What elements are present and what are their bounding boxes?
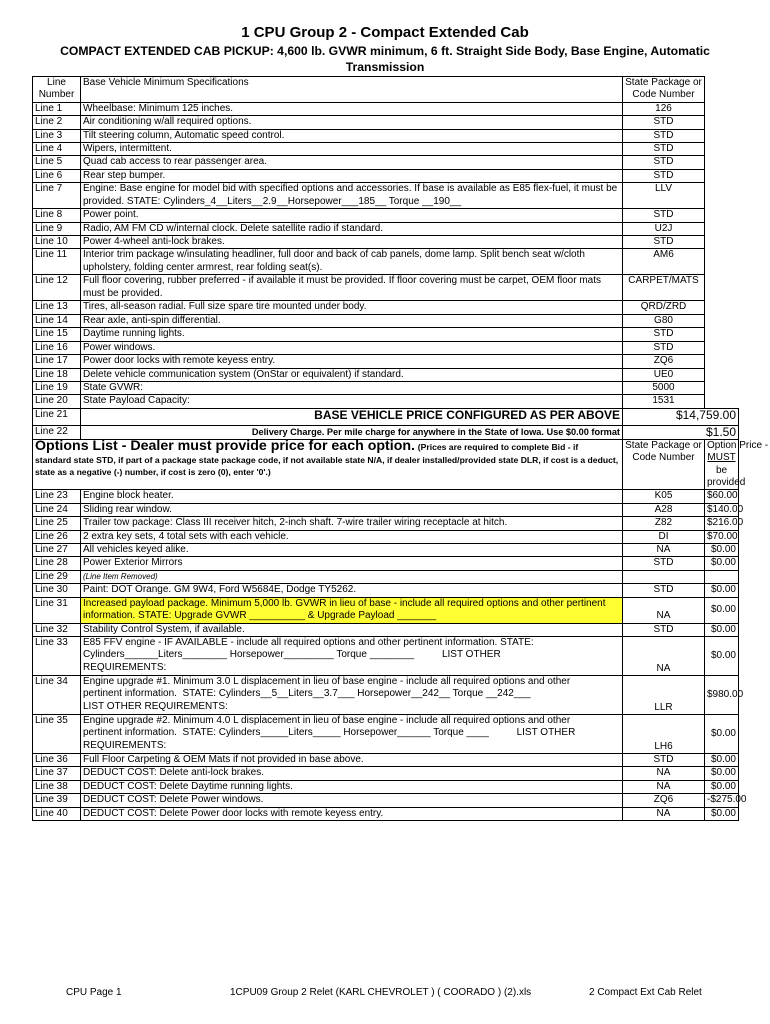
header-line: Line Number (33, 77, 81, 103)
table-row (33, 314, 739, 327)
table-row (33, 715, 739, 754)
table-row (33, 236, 739, 249)
option-text: 2 extra key sets, 4 total sets with each vehicle. (81, 530, 623, 543)
code-cell: STD (623, 129, 705, 142)
table-row (33, 381, 739, 394)
line-number: Line 6 (33, 169, 81, 182)
options-code-header: State Package or Code Number (623, 439, 705, 490)
code-cell: 5000 (623, 381, 705, 394)
table-row (33, 557, 739, 570)
spec-text: Rear step bumper. (81, 169, 623, 182)
price-header-b: be provided (707, 464, 746, 488)
option-text: DEDUCT COST: Delete Daytime running lights. (81, 780, 623, 793)
table-row (33, 530, 739, 543)
line-number: Line 28 (33, 557, 81, 570)
price-cell: $0.00 (705, 715, 739, 754)
option-text-line: pertinent information. STATE: Cylinders_____Liters_____ Horsepower______ Torque ____ LIST OTHER (83, 727, 576, 739)
spec-text: Quad cab access to rear passenger area. (81, 156, 623, 169)
footer-left: CPU Page 1 (66, 987, 122, 998)
code-cell: NA (623, 637, 705, 676)
code-cell: NA (623, 597, 705, 623)
line-number: Line 31 (33, 597, 81, 623)
price-cell: $0.00 (705, 637, 739, 676)
empty-cell (705, 249, 739, 275)
option-text: Paint: DOT Orange. GM 9W4, Ford W5684E, Dodge TY5262. (81, 584, 623, 597)
spec-text: Air conditioning w/all required options. (81, 116, 623, 129)
line-number: Line 8 (33, 209, 81, 222)
spec-text: Engine: Base engine for model bid with specified options and accessories. If base is available as E85 flex-fuel, it must be provided. STATE: Cylinders_4__Liters__2.9__Horsepower___185__ Torque __190__ (81, 183, 623, 209)
line-number: Line 13 (33, 301, 81, 314)
empty-cell (705, 368, 739, 381)
line-number: Line 37 (33, 767, 81, 780)
code-cell: STD (623, 623, 705, 636)
table-row (33, 395, 739, 408)
option-text-line: E85 FFV engine - IF AVAILABLE - include all required options and other pertinent information. STATE: (83, 637, 534, 648)
spec-text: State Payload Capacity: (81, 395, 623, 408)
table-row (33, 301, 739, 314)
base-price-value: $14,759.00 (623, 408, 739, 425)
option-text-line: REQUIREMENTS: (83, 661, 167, 673)
code-cell: LLV (623, 183, 705, 209)
empty-cell (705, 156, 739, 169)
code-cell: U2J (623, 222, 705, 235)
code-cell: Z82 (623, 517, 705, 530)
table-row (33, 503, 739, 516)
line-number: Line 34 (33, 676, 81, 715)
table-row (33, 328, 739, 341)
option-text (81, 715, 623, 754)
spec-text: State GVWR: (81, 381, 623, 394)
table-row (33, 169, 739, 182)
table-row (33, 637, 739, 676)
code-cell: STD (623, 341, 705, 354)
option-text-line: LIST OTHER REQUIREMENTS: (83, 700, 228, 712)
empty-cell (705, 355, 739, 368)
empty-cell (705, 275, 739, 301)
code-cell: STD (623, 236, 705, 249)
options-header-row (33, 439, 739, 490)
price-cell: $0.00 (705, 557, 739, 570)
code-cell: LLR (623, 676, 705, 715)
code-cell: STD (623, 116, 705, 129)
empty-cell (705, 395, 739, 408)
code-cell: NA (623, 543, 705, 556)
code-cell: STD (623, 754, 705, 767)
line-number: Line 2 (33, 116, 81, 129)
empty-cell (705, 301, 739, 314)
table-row (33, 490, 739, 503)
options-title: Options List - Dealer must provide price for each option. (35, 437, 415, 454)
footer-center: 1CPU09 Group 2 Relet (KARL CHEVROLET ) ( COORADO ) (2).xls (230, 987, 532, 998)
code-cell: NA (623, 807, 705, 820)
line-number: Line 25 (33, 517, 81, 530)
code-cell: DI (623, 530, 705, 543)
option-text: Increased payload package. Minimum 5,000 lb. GVWR in lieu of base - include all required options and other pertinent information. STATE: Upgrade GVWR __________ & Upgrade Payload _______ (81, 597, 623, 623)
price-cell: $0.00 (705, 767, 739, 780)
code-cell: AM6 (623, 249, 705, 275)
footer-right: 2 Compact Ext Cab Relet (589, 987, 702, 998)
code-cell: STD (623, 209, 705, 222)
price-cell: $980.00 (705, 676, 739, 715)
line-number: Line 12 (33, 275, 81, 301)
empty-cell (705, 116, 739, 129)
line-number: Line 36 (33, 754, 81, 767)
line-number: Line 39 (33, 794, 81, 807)
option-text (81, 676, 623, 715)
spec-text: Radio, AM FM CD w/internal clock. Delete satellite radio if standard. (81, 222, 623, 235)
line-number: Line 3 (33, 129, 81, 142)
empty-cell (705, 183, 739, 209)
option-text: Engine block heater. (81, 490, 623, 503)
table-row (33, 222, 739, 235)
code-cell: ZQ6 (623, 355, 705, 368)
spec-text: Wheelbase: Minimum 125 inches. (81, 102, 623, 115)
table-row (33, 209, 739, 222)
options-note-inline: (Prices are required to complete Bid - if (417, 441, 579, 452)
empty-cell (705, 77, 739, 103)
table-row (33, 623, 739, 636)
header-row (33, 77, 739, 103)
spec-table (32, 76, 769, 821)
empty-cell (705, 129, 739, 142)
base-price-label: BASE VEHICLE PRICE CONFIGURED AS PER ABOVE (81, 408, 623, 425)
option-text: DEDUCT COST: Delete Power door locks with remote keyess entry. (81, 807, 623, 820)
code-cell: STD (623, 169, 705, 182)
code-cell: STD (623, 328, 705, 341)
price-cell: $0.00 (705, 754, 739, 767)
table-row (33, 341, 739, 354)
empty-cell (705, 143, 739, 156)
price-cell: -$275.00 (705, 794, 739, 807)
line-number: Line 19 (33, 381, 81, 394)
spec-text: Tires, all-season radial. Full size spare tire mounted under body. (81, 301, 623, 314)
line-number: Line 4 (33, 143, 81, 156)
price-cell: $0.00 (705, 543, 739, 556)
line-number: Line 23 (33, 490, 81, 503)
table-row (33, 129, 739, 142)
code-cell: QRD/ZRD (623, 301, 705, 314)
spec-text: Tilt steering column, Automatic speed control. (81, 129, 623, 142)
line-number: Line 33 (33, 637, 81, 676)
option-text-line: Engine upgrade #1. Minimum 3.0 L displacement in lieu of base engine - include all required options and other (83, 676, 571, 687)
table-row (33, 597, 739, 623)
table-row (33, 767, 739, 780)
delivery-price: $1.50 (623, 425, 739, 439)
options-header (33, 439, 623, 490)
table-row (33, 116, 739, 129)
code-cell: NA (623, 780, 705, 793)
line-number: Line 16 (33, 341, 81, 354)
spec-text: Power point. (81, 209, 623, 222)
page-title: 1 CPU Group 2 - Compact Extended Cab (241, 24, 529, 41)
price-cell: $140.00 (705, 503, 739, 516)
price-cell: $0.00 (705, 807, 739, 820)
option-text: (Line Item Removed) (81, 570, 623, 583)
code-cell: K05 (623, 490, 705, 503)
line-number: Line 14 (33, 314, 81, 327)
price-cell (705, 570, 739, 583)
table-row (33, 676, 739, 715)
table-row (33, 794, 739, 807)
line-number: Line 22 (33, 425, 81, 439)
base-price-row (33, 408, 739, 425)
option-text: Power Exterior Mirrors (81, 557, 623, 570)
line-number: Line 21 (33, 408, 81, 425)
option-text: Stability Control System, if available. (81, 623, 623, 636)
empty-cell (705, 328, 739, 341)
line-number: Line 40 (33, 807, 81, 820)
price-cell: $70.00 (705, 530, 739, 543)
code-cell: ZQ6 (623, 794, 705, 807)
line-number: Line 24 (33, 503, 81, 516)
code-cell: NA (623, 767, 705, 780)
option-text-line: pertinent information. STATE: Cylinders__5__Liters__3.7___ Horsepower__242__ Torque __242___ (83, 688, 531, 700)
table-row (33, 102, 739, 115)
option-text: Sliding rear window. (81, 503, 623, 516)
code-cell: A28 (623, 503, 705, 516)
empty-cell (705, 102, 739, 115)
spec-text: Power door locks with remote keyess entry. (81, 355, 623, 368)
line-number: Line 17 (33, 355, 81, 368)
empty-cell (705, 169, 739, 182)
option-text: Trailer tow package: Class III receiver hitch, 2-inch shaft. 7-wire trailer wiring receptacle at hitch. (81, 517, 623, 530)
price-cell: $0.00 (705, 780, 739, 793)
line-number: Line 1 (33, 102, 81, 115)
header-spec: Base Vehicle Minimum Specifications (81, 77, 623, 103)
option-text-line: REQUIREMENTS: (83, 739, 167, 751)
code-cell: STD (623, 557, 705, 570)
line-number: Line 30 (33, 584, 81, 597)
code-cell: UE0 (623, 368, 705, 381)
line-number: Line 27 (33, 543, 81, 556)
price-header-a: Option Price - (707, 439, 769, 451)
spec-text: Delete vehicle communication system (OnStar or equivalent) if standard. (81, 368, 623, 381)
line-number: Line 35 (33, 715, 81, 754)
table-row (33, 517, 739, 530)
spec-text: Full floor covering, rubber preferred - if available it must be provided. If floor covering must be carpet, OEM floor mats must be provided. (81, 275, 623, 301)
table-row (33, 143, 739, 156)
table-row (33, 355, 739, 368)
table-row (33, 249, 739, 275)
line-number: Line 15 (33, 328, 81, 341)
code-cell: G80 (623, 314, 705, 327)
line-number: Line 32 (33, 623, 81, 636)
options-note: standard state STD, if part of a package state package code, if not available state N/A, if dealer installed/provided state DLR, if cost is a deduct, state as a negative (-) number, if cost is zero (0), enter '0'.) (35, 455, 619, 477)
code-cell: LH6 (623, 715, 705, 754)
table-row (33, 156, 739, 169)
spec-text: Interior trim package w/insulating headliner, full door and back of cab panels, dome lamp. Split bench seat w/cloth upholstery, folding center armrest, rear folding seat(s). (81, 249, 623, 275)
table-row (33, 780, 739, 793)
code-cell: STD (623, 143, 705, 156)
empty-cell (705, 209, 739, 222)
empty-cell (705, 381, 739, 394)
spec-text: Power 4-wheel anti-lock brakes. (81, 236, 623, 249)
spec-text: Power windows. (81, 341, 623, 354)
line-number: Line 11 (33, 249, 81, 275)
option-text: DEDUCT COST: Delete anti-lock brakes. (81, 767, 623, 780)
table-row (33, 584, 739, 597)
option-text-line: Engine upgrade #2. Minimum 4.0 L displacement in lieu of base engine - include all required options and other (83, 715, 571, 726)
price-cell: $0.00 (705, 584, 739, 597)
code-cell: 126 (623, 102, 705, 115)
page-subtitle: COMPACT EXTENDED CAB PICKUP: 4,600 lb. GVWR minimum, 6 ft. Straight Side Body, Base Engine, Automatic Transmission (60, 44, 710, 74)
options-price-header (705, 439, 769, 490)
line-number: Line 29 (33, 570, 81, 583)
empty-cell (705, 222, 739, 235)
price-cell: $0.00 (705, 623, 739, 636)
code-cell: CARPET/MATS (623, 275, 705, 301)
spec-text: Rear axle, anti-spin differential. (81, 314, 623, 327)
table-row (33, 275, 739, 301)
line-number: Line 7 (33, 183, 81, 209)
spec-text: Wipers, intermittent. (81, 143, 623, 156)
option-text-line: Cylinders______Liters________ Horsepower_________ Torque ________ LIST OTHER (83, 649, 501, 661)
price-cell: $60.00 (705, 490, 739, 503)
code-cell: STD (623, 156, 705, 169)
empty-cell (705, 236, 739, 249)
line-number: Line 10 (33, 236, 81, 249)
option-text: All vehicles keyed alike. (81, 543, 623, 556)
line-number: Line 5 (33, 156, 81, 169)
line-number: Line 9 (33, 222, 81, 235)
table-row (33, 543, 739, 556)
table-row (33, 807, 739, 820)
table-row (33, 570, 739, 583)
line-number: Line 38 (33, 780, 81, 793)
price-cell: $0.00 (705, 597, 739, 623)
table-row (33, 183, 739, 209)
spec-text: Daytime running lights. (81, 328, 623, 341)
table-row (33, 368, 739, 381)
table-row (33, 754, 739, 767)
code-cell (623, 570, 705, 583)
line-number: Line 26 (33, 530, 81, 543)
line-number: Line 18 (33, 368, 81, 381)
delivery-label: Delivery Charge. Per mile charge for anywhere in the State of Iowa. Use $0.00 format (81, 425, 623, 439)
price-header-must: MUST (707, 452, 736, 464)
option-text: DEDUCT COST: Delete Power windows. (81, 794, 623, 807)
option-text (81, 637, 623, 676)
empty-cell (705, 314, 739, 327)
option-text: Full Floor Carpeting & OEM Mats if not provided in base above. (81, 754, 623, 767)
code-cell: STD (623, 584, 705, 597)
header-code: State Package or Code Number (623, 77, 705, 103)
line-number: Line 20 (33, 395, 81, 408)
empty-cell (705, 341, 739, 354)
price-cell: $216.00 (705, 517, 739, 530)
code-cell: 1531 (623, 395, 705, 408)
